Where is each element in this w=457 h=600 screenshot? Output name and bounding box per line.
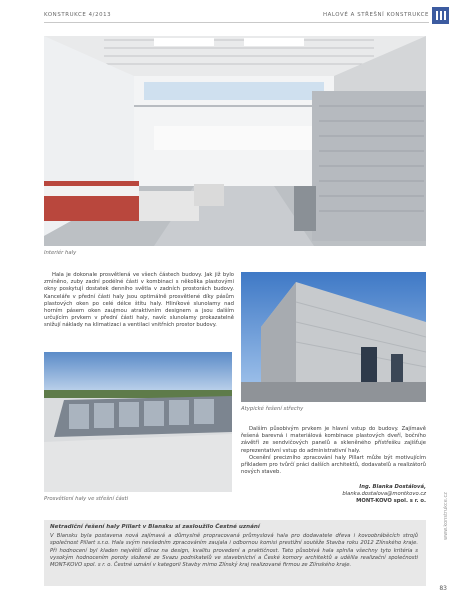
paragraph-text: Ocenění precizního zpracování haly Pillart může být motivujícím příkladem pro tvůrčí práci dalších architektů, dodavatelů a realizátorů nových staveb.: [241, 454, 426, 476]
skylights-photo-caption: Prosvětlení haly ve střešní části: [44, 496, 129, 502]
author-signature: [241, 484, 426, 506]
page-number: 83: [439, 585, 447, 592]
award-box-text: V Blansku byla postavena nová zajímavá a důmyslně propracovaná průmyslová hala pro dodavatele dřeva i kovoobráběcích strojů společnost Pillart s.r.o. Hala svým nevšedním zpracováním zaujala i odbornou komisi prestižní soutěže Stavba roku 2012 Zlínského kraje. Při hodnocení byl kladen největší důraz na design, kvalitu provedení a praktičnost. Tato působivá hala splnila všechny tyto kritéria s vysokým hodnocením poroty složené ze Svazu podnikatelů ve stavebnictví a České komory architektů a udělila realizační společnosti MONT-KOVO spol. s r. o. Čestné uznání v kategorii Stavby mimo Zlínský kraj realizované firmou ze Zlínského kraje.: [50, 533, 418, 569]
header-section-title: HALOVÉ A STŘEŠNÍ KONSTRUKCE: [322, 12, 429, 18]
interior-photo-caption: Interiér haly: [44, 250, 77, 256]
header-divider: [44, 22, 429, 23]
magazine-logo-icon: [432, 7, 449, 24]
author-company: MONT-KOVO spol. s r. o.: [356, 498, 426, 505]
paragraph-text: Dalším působivým prvkem je hlavní vstup do budovy. Zajímavě řešená barevná i materiálová kombinace plastových dveří, bočního závětří ze sendvičových panelů a skleněného přístřešku zajišťuje reprezentativní vstup do administrativní haly.: [241, 426, 426, 454]
author-name: Ing. Blanka Dostálová,: [359, 484, 426, 490]
article-paragraph-2: [241, 426, 426, 476]
award-info-box: [44, 520, 426, 586]
interior-hall-photo: [44, 36, 426, 246]
roof-photo-caption: Atypické řešení střechy: [241, 406, 304, 412]
header-magazine-issue: KONSTRUKCE 4/2013: [44, 12, 112, 18]
website-url: www.konstrukce.cz: [443, 492, 449, 540]
building-exterior-photo: [241, 272, 426, 402]
paragraph-text: Hala je dokonale prosvětlená ve všech částech budovy. Jak již bylo zmíněno, zuby zadní podélné části v kombinaci s několika plastovými okny poskytují dostatek denního světla v zadních prostorách budovy. Kanceláře v přední části haly jsou optimálně prosvětlené díky pásům plastových oken po celé délce štítu haly. Hliníkové slunolamy nad horním pásem oken zaujmou atraktivním designem a jsou dalším určujícím prvkem v přední části haly, navíc slunolamy prokazatelně snižují náklady na klimatizaci a ventilaci vnitřních prostor budovy.: [44, 272, 234, 329]
roof-skylights-photo: [44, 352, 232, 492]
article-paragraph-1: [44, 272, 234, 330]
author-email: blanka.dostalova@montkovo.cz: [342, 491, 426, 498]
award-box-title: Netradiční řešení haly Pillart v Blansku si zasloužilo Čestné uznání: [50, 524, 260, 530]
